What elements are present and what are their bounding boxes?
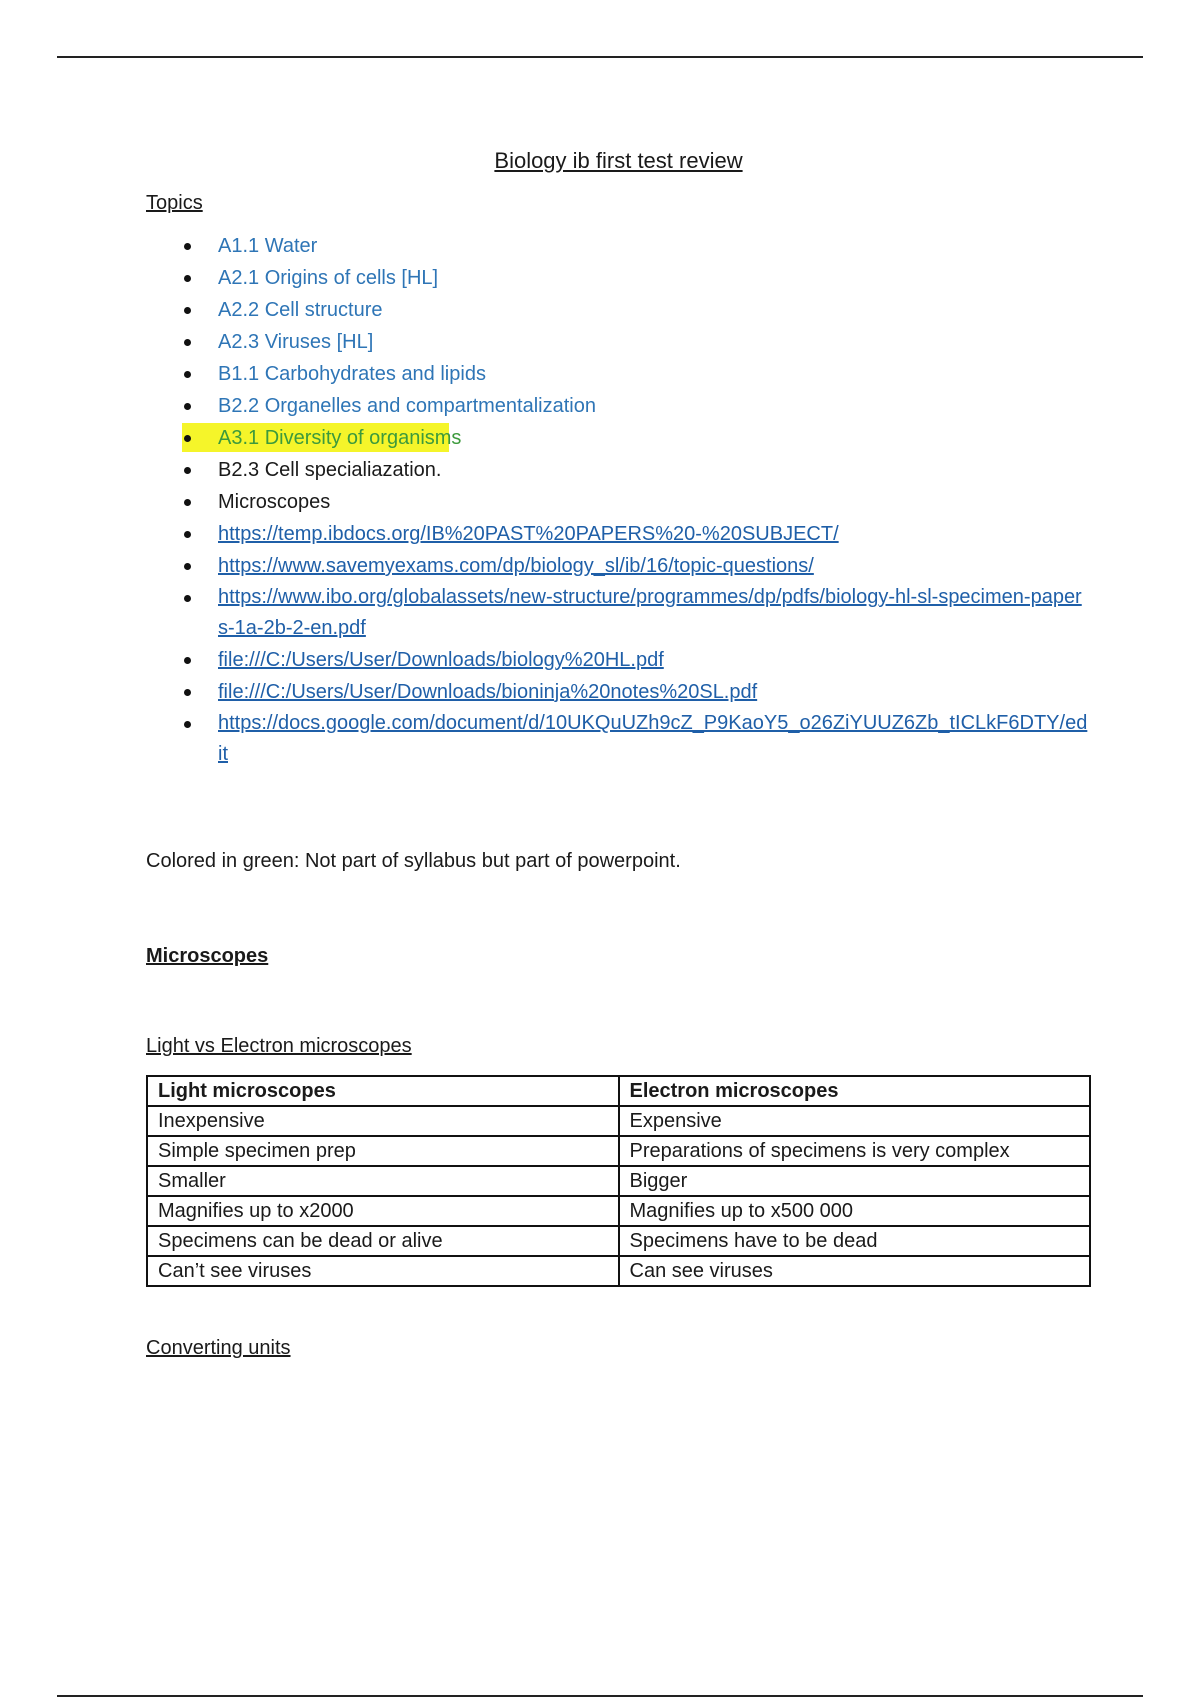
list-item <box>146 454 1091 486</box>
header-rule <box>57 56 1143 58</box>
topic-link[interactable]: A1.1 Water <box>218 235 318 257</box>
table-cell: Inexpensive <box>147 1106 619 1136</box>
url-link[interactable]: https://www.ibo.org/globalassets/new-structure/programmes/dp/pdfs/biology-hl-sl-specimen-papers-1a-2b-2-en.pdf <box>218 586 1082 639</box>
list-item[interactable] <box>146 550 1091 582</box>
list-item[interactable] <box>146 358 1091 390</box>
list-item-highlighted[interactable] <box>146 422 1091 454</box>
topic-text: Microscopes <box>218 491 331 513</box>
comparison-heading: Light vs Electron microscopes <box>146 1035 412 1057</box>
list-item[interactable] <box>146 644 1091 676</box>
topic-link[interactable]: B1.1 Carbohydrates and lipids <box>218 363 486 385</box>
url-link[interactable]: file:///C:/Users/User/Downloads/bioninja%20notes%20SL.pdf <box>218 681 758 703</box>
table-cell: Specimens can be dead or alive <box>147 1226 619 1256</box>
topics-heading: Topics <box>146 192 203 214</box>
list-item[interactable] <box>146 390 1091 422</box>
table-cell: Bigger <box>619 1166 1091 1196</box>
syllabus-note: Colored in green: Not part of syllabus but part of powerpoint. <box>146 850 681 872</box>
document-title: Biology ib first test review <box>494 148 743 173</box>
table-row <box>147 1226 1090 1256</box>
table-header-row <box>147 1076 1090 1106</box>
list-item[interactable] <box>146 708 1091 770</box>
table-cell: Simple specimen prep <box>147 1136 619 1166</box>
footer-rule <box>57 1695 1143 1697</box>
url-link[interactable]: file:///C:/Users/User/Downloads/biology%20HL.pdf <box>218 649 664 671</box>
table-cell: Smaller <box>147 1166 619 1196</box>
document-page <box>146 140 1091 1363</box>
table-cell: Magnifies up to x500 000 <box>619 1196 1091 1226</box>
topic-link[interactable]: A2.2 Cell structure <box>218 299 383 321</box>
topic-link[interactable]: A2.1 Origins of cells [HL] <box>218 267 439 289</box>
table-row <box>147 1166 1090 1196</box>
list-item[interactable] <box>146 518 1091 550</box>
table-cell: Can’t see viruses <box>147 1256 619 1286</box>
table-cell: Specimens have to be dead <box>619 1226 1091 1256</box>
url-link[interactable]: https://docs.google.com/document/d/10UKQuUZh9cZ_P9KaoY5_o26ZiYUUZ6Zb_tICLkF6DTY/edit <box>218 712 1088 765</box>
column-header: Electron microscopes <box>619 1076 1091 1106</box>
topic-link[interactable]: A2.3 Viruses [HL] <box>218 331 374 353</box>
list-item[interactable] <box>146 230 1091 262</box>
converting-units-heading: Converting units <box>146 1337 291 1359</box>
table-cell: Magnifies up to x2000 <box>147 1196 619 1226</box>
topics-list <box>146 230 1091 770</box>
url-link[interactable]: https://temp.ibdocs.org/IB%20PAST%20PAPERS%20-%20SUBJECT/ <box>218 523 839 545</box>
table-cell: Can see viruses <box>619 1256 1091 1286</box>
table-cell: Expensive <box>619 1106 1091 1136</box>
table-cell: Preparations of specimens is very complex <box>619 1136 1091 1166</box>
list-item[interactable] <box>146 262 1091 294</box>
topic-link[interactable]: B2.2 Organelles and compartmentalization <box>218 395 596 417</box>
list-item <box>146 486 1091 518</box>
microscope-comparison-table <box>146 1075 1091 1287</box>
table-row <box>147 1106 1090 1136</box>
column-header: Light microscopes <box>147 1076 619 1106</box>
topic-link[interactable]: A3.1 Diversity of organisms <box>218 427 462 449</box>
list-item[interactable] <box>146 294 1091 326</box>
topic-text: B2.3 Cell specialiazation. <box>218 459 442 481</box>
list-item[interactable] <box>146 676 1091 708</box>
url-link[interactable]: https://www.savemyexams.com/dp/biology_sl/ib/16/topic-questions/ <box>218 555 814 577</box>
table-row <box>147 1256 1090 1286</box>
microscopes-heading: Microscopes <box>146 945 269 967</box>
table-row <box>147 1196 1090 1226</box>
list-item[interactable] <box>146 326 1091 358</box>
table-row <box>147 1136 1090 1166</box>
list-item[interactable] <box>146 582 1091 644</box>
